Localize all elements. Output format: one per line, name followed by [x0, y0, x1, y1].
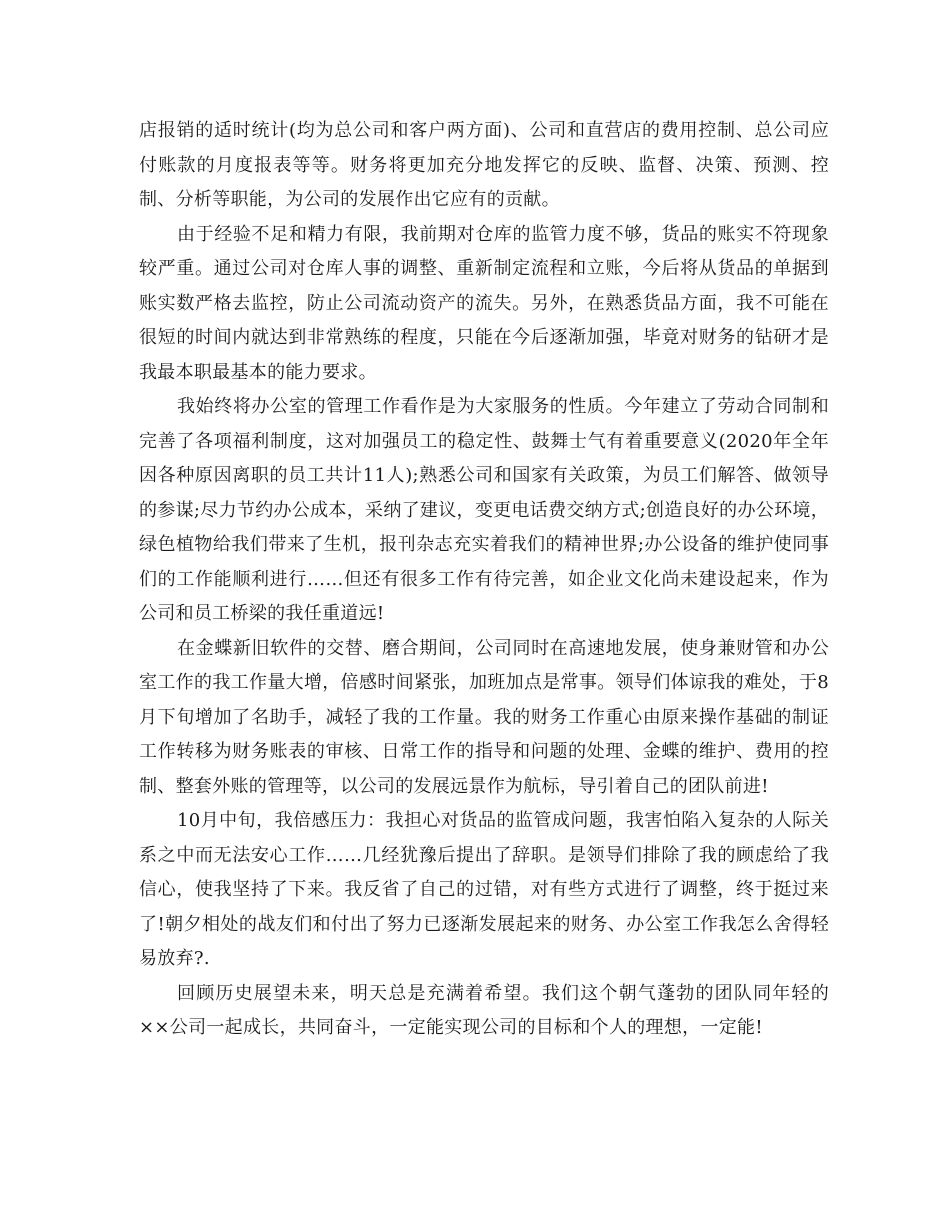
paragraph: 我始终将办公室的管理工作看作是为大家服务的性质。今年建立了劳动合同制和完善了各项福利制度，这对加强员工的稳定性、鼓舞士气有着重要意义(2020年全年因各种原因离职的员工共计11人);熟悉公司和国家有关政策，为员工们解答、做领导的参谋;尽力节约办公成本，采纳了建议，变更电话费交纳方式;创造良好的办公环境，绿色植物给我们带来了生机，报刊杂志充实着我们的精神世界;办公设备的维护使同事们的工作能顺利进行……但还有很多工作有待完善，如企业文化尚未建设起来，作为公司和员工桥梁的我任重道远!: [139, 396, 829, 624]
paragraph: 回顾历史展望未来，明天总是充满着希望。我们这个朝气蓬勃的团队同年轻的××公司一起成长，共同奋斗，一定能实现公司的目标和个人的理想，一定能!: [139, 982, 829, 1038]
paragraph-continued: 店报销的适时统计(均为总公司和客户两方面)、公司和直营店的费用控制、总公司应付账款的月度报表等等。财务将更加充分地发挥它的反映、监督、决策、预测、控制、分析等职能，为公司的发展作出它应有的贡献。: [139, 120, 829, 210]
paragraph: 10月中旬，我倍感压力：我担心对货品的监管成问题，我害怕陷入复杂的人际关系之中而无法安心工作……几经犹豫后提出了辞职。是领导们排除了我的顾虑给了我信心，使我坚持了下来。我反省了自己的过错，对有些方式进行了调整，终于挺过来了!朝夕相处的战友们和付出了努力已逐渐发展起来的财务、办公室工作我怎么舍得轻易放弃?.: [139, 810, 829, 969]
paragraph: 由于经验不足和精力有限，我前期对仓库的监管力度不够，货品的账实不符现象较严重。通过公司对仓库人事的调整、重新制定流程和立账，今后将从货品的单据到账实数严格去监控，防止公司流动资产的流失。另外，在熟悉货品方面，我不可能在很短的时间内就达到非常熟练的程度，只能在今后逐渐加强，毕竟对财务的钻研才是我最本职最基本的能力要求。: [139, 223, 829, 383]
document-body: [139, 114, 829, 1046]
paragraph: 在金蝶新旧软件的交替、磨合期间，公司同时在高速地发展，使身兼财管和办公室工作的我工作量大增，倍感时间紧张，加班加点是常事。领导们体谅我的难处，于8月下旬增加了名助手，减轻了我的工作量。我的财务工作重心由原来操作基础的制证工作转移为财务账表的审核、日常工作的指导和问题的处理、金蝶的维护、费用的控制、整套外账的管理等，以公司的发展远景作为航标，导引着自己的团队前进!: [139, 637, 829, 797]
